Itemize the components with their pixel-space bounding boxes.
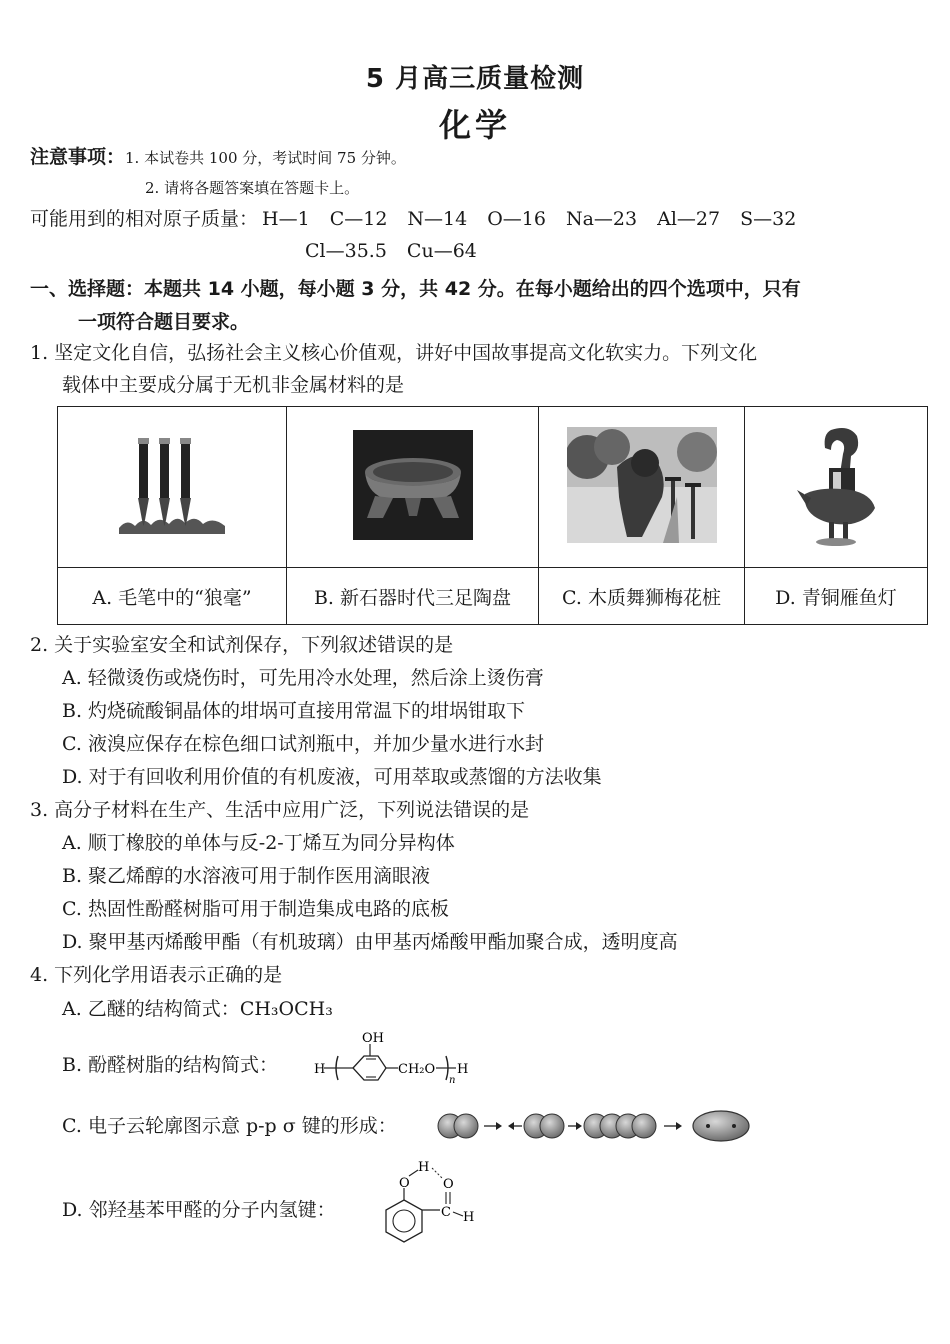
q1-option-d[interactable]: D. 青铜雁鱼灯 <box>745 568 928 625</box>
atomic-mass-label: 可能用到的相对原子质量： <box>30 208 259 230</box>
notice-line-1 <box>30 144 406 171</box>
q4-option-b[interactable]: B. 酚醛树脂的结构简式： <box>62 1054 279 1076</box>
q3-option-b[interactable]: B. 聚乙烯醇的水溶液可用于制作医用滴眼液 <box>62 865 431 887</box>
notice-label: 注意事项： <box>30 146 126 168</box>
q4-option-a-label: A. 乙醚的结构简式： <box>62 998 240 1020</box>
q1-option-a[interactable]: A. 毛笔中的“狼毫” <box>58 568 287 625</box>
q3-option-d[interactable]: D. 聚甲基丙烯酸甲酯（有机玻璃）由甲基丙烯酸甲酯加聚合成，透明度高 <box>62 931 678 953</box>
q1-stem-2: 载体中主要成分属于无机非金属材料的是 <box>62 374 405 396</box>
mass-cl: Cl—35.5 <box>305 240 387 262</box>
mass-h: H—1 <box>262 208 310 230</box>
bronze-lamp-icon <box>791 420 881 550</box>
lion-dance-icon <box>567 427 717 543</box>
struct-ch2o: CH₂O <box>398 1062 436 1077</box>
q3-stem: 3. 高分子材料在生产、生活中应用广泛，下列说法错误的是 <box>30 799 530 821</box>
mass-n: N—14 <box>407 208 468 230</box>
exam-title: 5 月高三质量检测 <box>365 64 585 94</box>
section-heading <box>30 273 925 339</box>
atomic-mass-line-2 <box>305 238 497 264</box>
mass-c: C—12 <box>329 208 388 230</box>
struct-o-hydroxyl: O <box>399 1176 410 1191</box>
struct-h-left: H <box>314 1062 326 1077</box>
q1-option-c-image-cell <box>539 407 745 568</box>
mass-o: O—16 <box>487 208 546 230</box>
mass-al: Al—27 <box>657 208 721 230</box>
struct-o-carbonyl: O <box>443 1177 454 1192</box>
q1-option-b[interactable]: B. 新石器时代三足陶盘 <box>287 568 539 625</box>
struct-c-aldehyde: C <box>441 1205 451 1220</box>
struct-n: n <box>449 1075 456 1086</box>
subject-title: 化学 <box>438 106 511 144</box>
section-line-2: 一项符合题目要求。 <box>78 311 250 333</box>
q4-option-c[interactable]: C. 电子云轮廓图示意 p-p σ 键的形成： <box>62 1115 397 1137</box>
p-p-sigma-bond-diagram <box>436 1106 756 1146</box>
q2-option-c[interactable]: C. 液溴应保存在棕色细口试剂瓶中，并加少量水进行水封 <box>62 733 544 755</box>
q4-option-d[interactable]: D. 邻羟基苯甲醛的分子内氢键： <box>62 1199 336 1221</box>
q3-option-a[interactable]: A. 顺丁橡胶的单体与反-2-丁烯互为同分异构体 <box>62 832 455 854</box>
notice-item-2: 2. 请将各题答案填在答题卡上。 <box>145 179 360 197</box>
q3-option-c[interactable]: C. 热固性酚醛树脂可用于制造集成电路的底板 <box>62 898 449 920</box>
mass-s: S—32 <box>740 208 797 230</box>
q4-option-a-formula: CH₃OCH₃ <box>239 998 333 1020</box>
mass-cu: Cu—64 <box>406 240 477 262</box>
q2-stem: 2. 关于实验室安全和试剂保存，下列叙述错误的是 <box>30 634 454 656</box>
atomic-mass-line <box>30 206 816 232</box>
q2-option-b[interactable]: B. 灼烧硫酸铜晶体的坩埚可直接用常温下的坩埚钳取下 <box>62 700 526 722</box>
struct-h-right: H <box>457 1062 469 1077</box>
pottery-icon <box>353 430 473 540</box>
q2-option-a[interactable]: A. 轻微烫伤或烧伤时，可先用冷水处理，然后涂上烫伤膏 <box>62 667 544 689</box>
q4-stem: 4. 下列化学用语表示正确的是 <box>30 964 283 986</box>
notice-item-1: 1. 本试卷共 100 分，考试时间 75 分钟。 <box>125 149 406 167</box>
q4-option-a[interactable] <box>62 996 333 1022</box>
q1-option-a-image-cell <box>58 407 287 568</box>
brush-icon <box>117 430 227 540</box>
struct-h-aldehyde: H <box>463 1210 475 1225</box>
q1-option-d-image-cell <box>745 407 928 568</box>
struct-oh: OH <box>362 1031 384 1046</box>
struct-h-bond: H <box>418 1160 430 1175</box>
q1-options-table <box>57 406 928 625</box>
phenolic-resin-structure <box>308 1028 478 1102</box>
mass-na: Na—23 <box>565 208 638 230</box>
hydroxybenzaldehyde-structure <box>366 1156 486 1266</box>
q2-option-d[interactable]: D. 对于有回收利用价值的有机废液，可用萃取或蒸馏的方法收集 <box>62 766 602 788</box>
q1-stem-1: 1. 坚定文化自信，弘扬社会主义核心价值观，讲好中国故事提高文化软实力。下列文化 <box>30 342 758 364</box>
section-line-1: 一、选择题：本题共 14 小题，每小题 3 分，共 42 分。在每小题给出的四个选项中，只有 <box>30 278 801 300</box>
q1-option-c[interactable]: C. 木质舞狮梅花桩 <box>539 568 745 625</box>
q1-option-b-image-cell <box>287 407 539 568</box>
